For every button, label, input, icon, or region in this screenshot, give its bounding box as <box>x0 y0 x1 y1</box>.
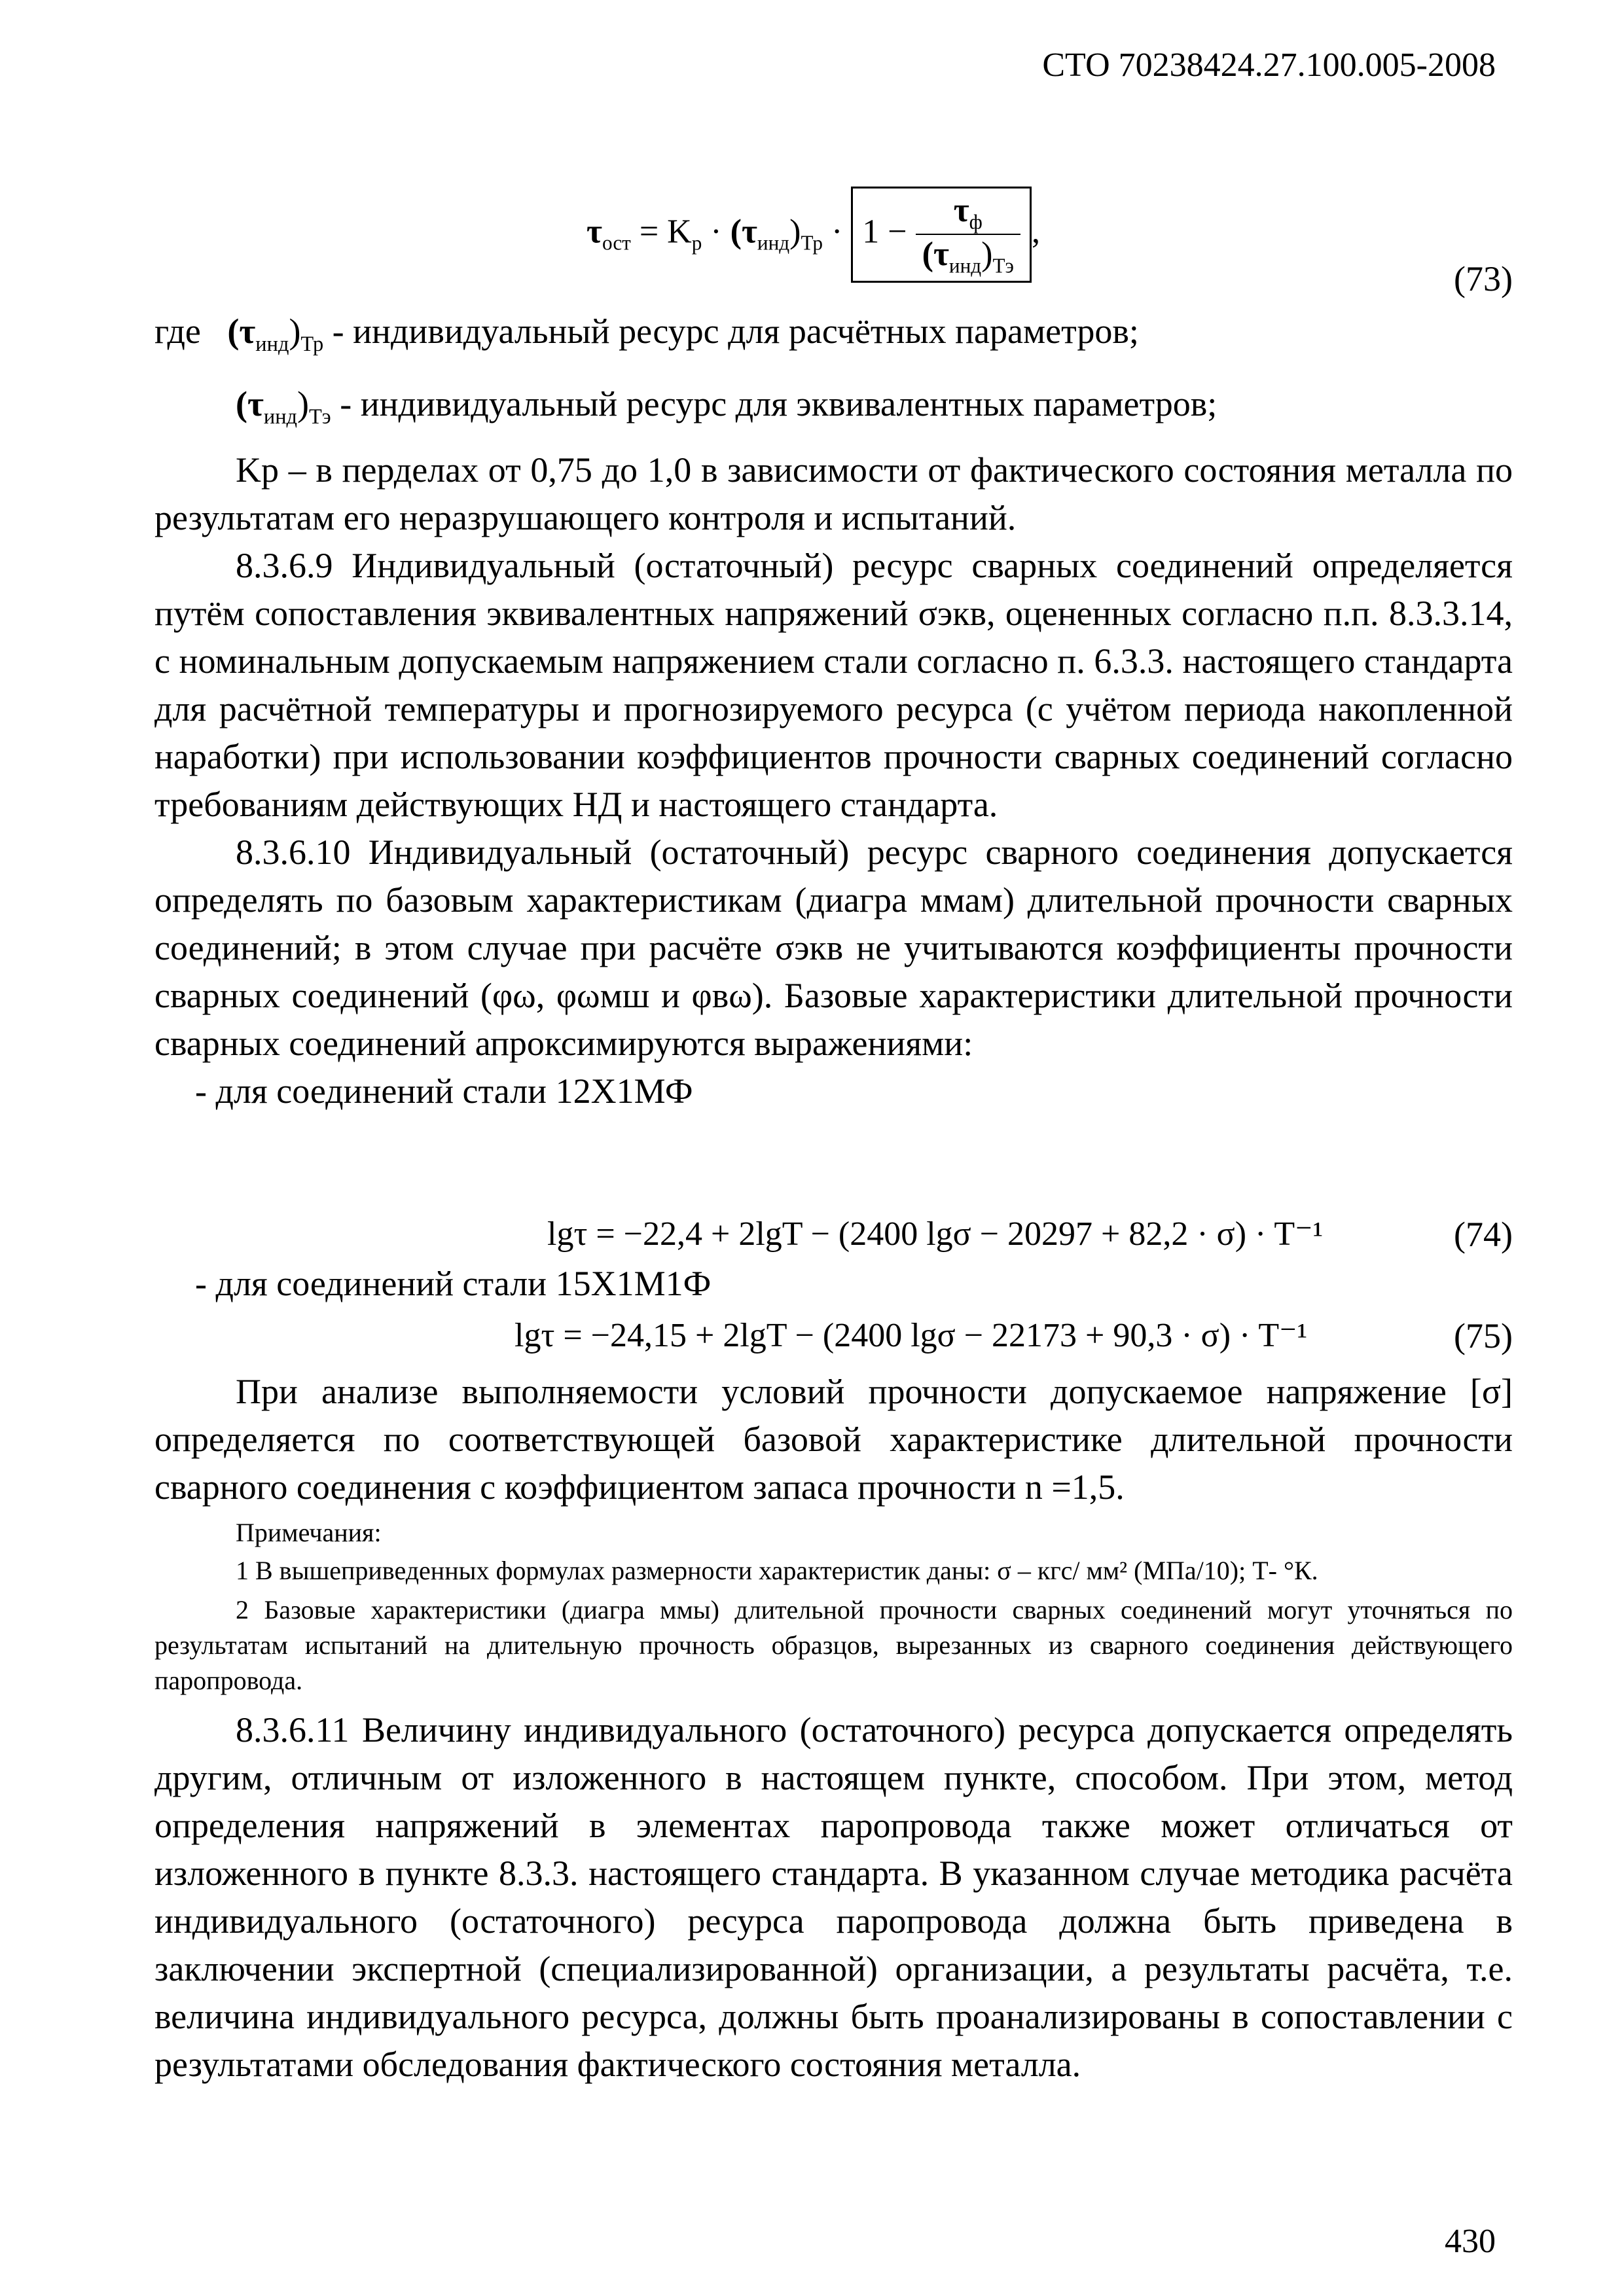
equation-75-number: (75) <box>1454 1316 1513 1355</box>
main-text-lower <box>154 1368 1513 2089</box>
equation-73-formula: $\tau_{ост} = K_р \cdot (\tau_{инд})_{Тр} \cdot 1$ − $\frac{\tau_ф}{(\tau_{инд})_{Тэ}}$ , <box>586 187 1040 283</box>
where-line-tr: где $(\tau_{инд})_{Тр}$ - индивидуальный ресурс для расчётных параметров; <box>154 312 1139 356</box>
note-1: 1 В вышеприведенных формулах размерности характеристик даны: σ – кгс/ мм² (МПа/10); Т- °К. <box>236 1556 1318 1585</box>
paragraph-8-3-6-10: 8.3.6.10 Индивидуальный (остаточный) ресурс сварного соединения допускается определять по базовым характеристикам (диагра ммам) длительной прочности сварных соединений; в этом случае при расчёте σэкв не учитываются коэффициенты прочности сварных соединений (φω, φωмш и φвω). Базовые характеристики длительной прочности сварных соединений апроксимируются выражениями: <box>154 832 1513 1063</box>
list-block-15 <box>154 1260 1513 1308</box>
list-item-12x1mf: - для соединений стали 12Х1МФ <box>195 1071 693 1111</box>
list-item-15x1m1f: - для соединений стали 15Х1М1Ф <box>195 1264 712 1303</box>
where-line-te: $(\tau_{инд})_{Тэ}$ - индивидуальный ресурс для эквивалентных параметров; <box>236 384 1218 429</box>
equation-73 <box>154 154 1513 298</box>
equation-74-formula: lgτ = −22,4 + 2lgT − (2400 lgσ − 20297 + 82,2 · σ) · T⁻¹ <box>547 1215 1324 1253</box>
page-number: 430 <box>1445 2223 1496 2260</box>
equation-73-number: (73) <box>1454 259 1513 298</box>
paragraph-analysis: При анализе выполняемости условий прочности допускаемое напряжение [σ] определяется по соответствующей базовой характеристике длительной прочности сварного соединения с коэффициентом запаса прочности n =1,5. <box>154 1372 1513 1507</box>
equation-74 <box>154 1208 1513 1266</box>
equation-75 <box>154 1309 1513 1368</box>
equation-74-number: (74) <box>1454 1215 1513 1254</box>
note-2: 2 Базовые характеристики (диагра ммы) длительной прочности сварных соединений могут уточняться по результатам испытаний на длительную прочность образцов, вырезанных из сварного соединения действующего паропровода. <box>154 1595 1513 1695</box>
kp-paragraph: Kр – в перделах от 0,75 до 1,0 в зависимости от фактического состояния металла по результатам его неразрушающего контроля и испытаний. <box>154 450 1513 537</box>
document-code-header: СТО 70238424.27.100.005-2008 <box>1042 46 1496 84</box>
equation-75-formula: lgτ = −24,15 + 2lgT − (2400 lgσ − 22173 + 90,3 · σ) · T⁻¹ <box>514 1317 1308 1354</box>
equation-73-fraction: $\frac{\tau_ф}{(\tau_{инд})_{Тэ}}$ <box>916 191 1020 278</box>
paragraph-8-3-6-9: 8.3.6.9 Индивидуальный (остаточный) ресурс сварных соединений определяется путём сопоставления эквивалентных напряжений σэкв, оцененных согласно п.п. 8.3.3.14, с номинальным допускаемым напряжением стали согласно п. 6.3.3. настоящего стандарта для расчётной температуры и прогнозируемого ресурса (с учётом периода накопленной наработки) при использовании коэффициентов прочности сварных соединений согласно требованиям действующих НД и настоящего стандарта. <box>154 545 1513 824</box>
notes-title: Примечания: <box>236 1518 382 1547</box>
where-block <box>154 308 1513 1115</box>
paragraph-8-3-6-11: 8.3.6.11 Величину индивидуального (остаточного) ресурса допускается определять другим, отличным от изложенного в настоящем пункте, способом. При этом, метод определения напряжений в элементах паропровода также может отличаться от изложенного в пункте 8.3.3. настоящего стандарта. В указанном случае методика расчёта индивидуального (остаточного) ресурса паропровода должна быть приведена в заключении экспертной (специализированной) организации, а результаты расчёта, т.е. величина индивидуального ресурса, должны быть проанализированы в сопоставлении с результатами обследования фактического состояния металла. <box>154 1710 1513 2084</box>
equation-73-bracket: 1 − $\frac{\tau_ф}{(\tau_{инд})_{Тэ}}$ <box>851 187 1032 283</box>
